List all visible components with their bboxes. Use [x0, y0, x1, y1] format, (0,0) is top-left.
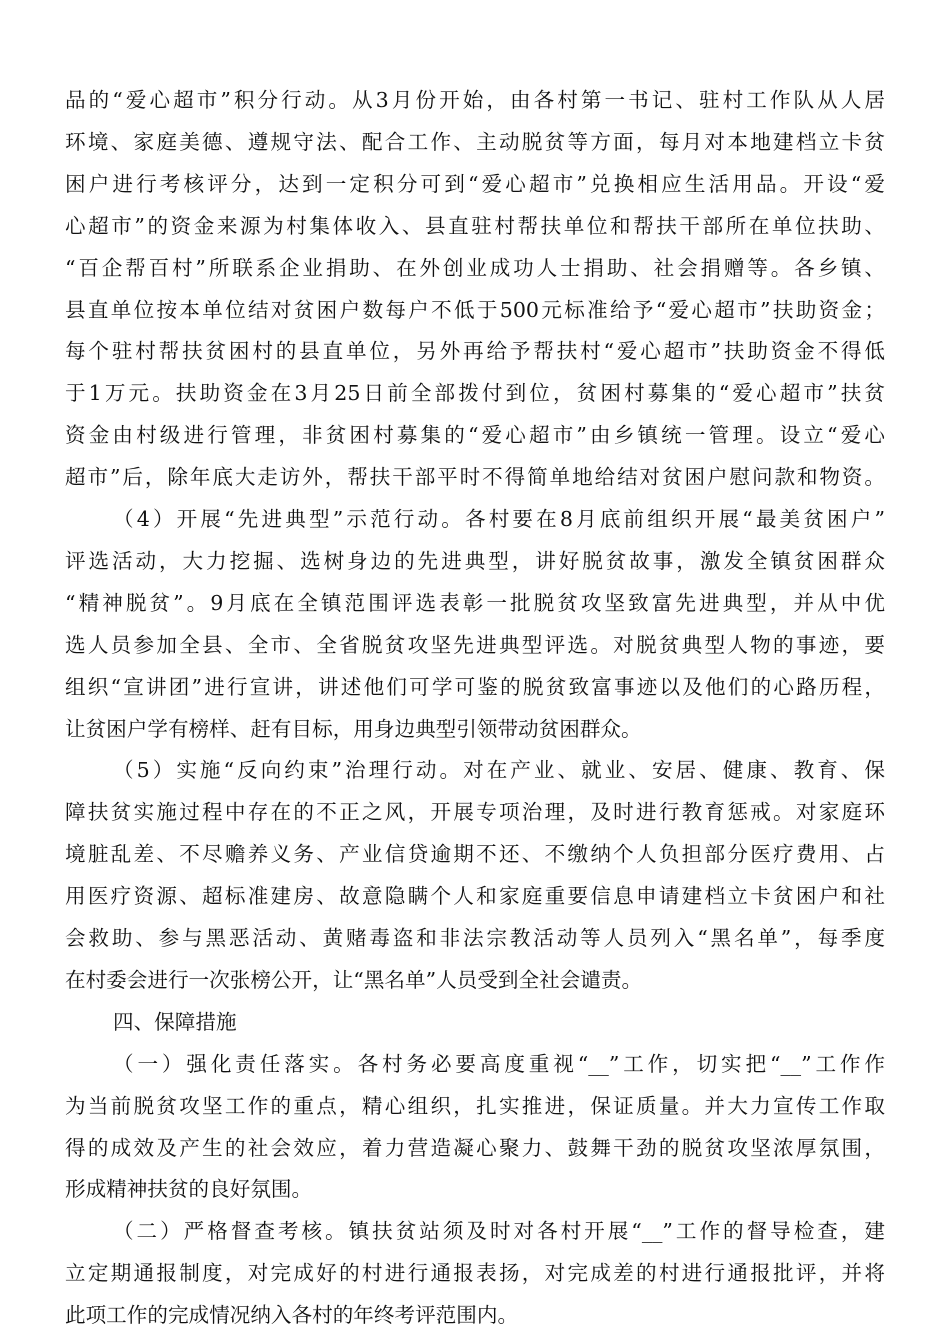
- body-text-line: 选人员参加全县、全市、全省脱贫攻坚先进典型评选。对脱贫典型人物的事迹，要: [65, 632, 885, 657]
- body-text-line: 为当前脱贫攻坚工作的重点，精心组织，扎实推进，保证质量。并大力宣传工作取: [65, 1093, 885, 1118]
- body-text-line-last: 在村委会进行一次张榜公开，让“黑名单”人员受到全社会谴责。: [65, 967, 643, 992]
- body-text-line: 资金由村级进行管理，非贫困村募集的“爱心超市”由乡镇统一管理。设立“爱心: [65, 423, 885, 448]
- body-text-line: 品的“爱心超市”积分行动。从3月份开始，由各村第一书记、驻村工作队从人居: [65, 88, 885, 112]
- body-text-line-last: 让贫困户学有榜样、赶有目标，用身边典型引领带动贫困群众。: [65, 716, 642, 741]
- body-text-line: 评选活动，大力挖掘、选树身边的先进典型，讲好脱贫故事，激发全镇贫困群众: [65, 548, 885, 573]
- body-text-line: 心超市”的资金来源为村集体收入、县直驻村帮扶单位和帮扶干部所在单位扶助、: [65, 213, 885, 238]
- body-text-line: 每个驻村帮扶贫困村的县直单位，另外再给予帮扶村“爱心超市”扶助资金不得低: [65, 339, 885, 364]
- body-text-line: 环境、家庭美德、遵规守法、配合工作、主动脱贫等方面，每月对本地建档立卡贫: [65, 129, 885, 154]
- body-text-line: 用医疗资源、超标准建房、故意隐瞒个人和家庭重要信息申请建档立卡贫困户和社: [65, 884, 885, 909]
- body-text-line-last: 此项工作的完成情况纳入各村的年终考评范围内。: [65, 1303, 519, 1328]
- paragraph-first-line: （5）实施“反向约束”治理行动。对在产业、就业、安居、健康、教育、保: [113, 758, 885, 783]
- body-text-line: 组织“宣讲团”进行宣讲，讲述他们可学可鉴的脱贫致富事迹以及他们的心路历程，: [65, 674, 885, 699]
- body-text-line: 境脏乱差、不尽赡养义务、产业信贷逾期不还、不缴纳个人负担部分医疗费用、占: [65, 842, 885, 867]
- body-text-line: 得的成效及产生的社会效应，着力营造凝心聚力、鼓舞干劲的脱贫攻坚浓厚氛围，: [65, 1135, 885, 1160]
- paragraph-first-line: （二）严格督查考核。镇扶贫站须及时对各村开展“__”工作的督导检查，建: [113, 1219, 885, 1244]
- section-heading: 四、保障措施: [113, 1009, 237, 1034]
- body-text-line: “精神脱贫”。9月底在全镇范围评选表彰一批脱贫攻坚致富先进典型，并从中优: [65, 590, 885, 615]
- body-text-line-last: 形成精神扶贫的良好氛围。: [65, 1177, 313, 1202]
- body-text-line: 超市”后，除年底大走访外，帮扶干部平时不得简单地给结对贫困户慰问款和物资。: [65, 465, 885, 490]
- body-text-line: “百企帮百村”所联系企业捐助、在外创业成功人士捐助、社会捐赠等。各乡镇、: [65, 255, 885, 280]
- body-text-line: 困户进行考核评分，达到一定积分可到“爱心超市”兑换相应生活用品。开设“爱: [65, 171, 885, 196]
- body-text-line: 障扶贫实施过程中存在的不正之风，开展专项治理，及时进行教育惩戒。对家庭环: [65, 800, 885, 825]
- body-text-line: 于1万元。扶助资金在3月25日前全部拨付到位，贫困村募集的“爱心超市”扶贫: [65, 381, 885, 406]
- body-text-line: 立定期通报制度，对完成好的村进行通报表扬，对完成差的村进行通报批评，并将: [65, 1261, 885, 1286]
- body-text-line: 会救助、参与黑恶活动、黄赌毒盗和非法宗教活动等人员列入“黑名单”，每季度: [65, 926, 885, 950]
- paragraph-first-line: （一）强化责任落实。各村务必要高度重视“__”工作，切实把“__”工作作: [113, 1051, 885, 1076]
- paragraph-first-line: （4）开展“先进典型”示范行动。各村要在8月底前组织开展“最美贫困户”: [113, 507, 885, 531]
- body-text-line: 县直单位按本单位结对贫困户数每户不低于500元标准给予“爱心超市”扶助资金；: [65, 297, 885, 322]
